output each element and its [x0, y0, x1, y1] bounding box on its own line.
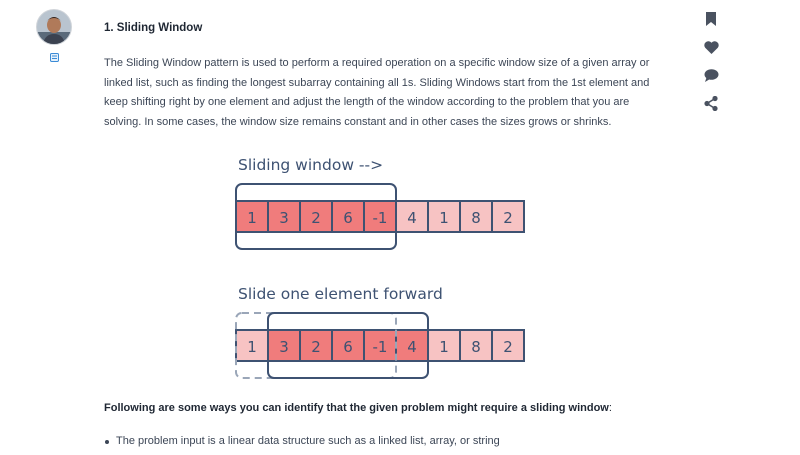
like-button[interactable] [700, 36, 722, 58]
identify-list [104, 435, 500, 447]
bookmark-button[interactable] [700, 8, 722, 30]
sliding-window-figure [228, 150, 538, 390]
array-shifted-value: 2 [503, 338, 513, 356]
identify-heading-colon: : [608, 402, 612, 414]
share-icon [704, 96, 718, 111]
array-shifted-value: 4 [407, 338, 417, 356]
comment-button[interactable] [700, 64, 722, 86]
array-shifted-value: 2 [311, 338, 321, 356]
intro-paragraph: The Sliding Window pattern is used to perform a required operation on a specific window size of a given array or linked list, such as finding the longest subarray containing all 1s. Sliding Windows start from the 1st element and keep shifting right by one element and adjust the length of the window according to the problem that you are solving. In some cases, the window size remains constant and in other cases the sizes grows or shrinks. [104, 57, 650, 128]
author-avatar[interactable] [36, 9, 72, 45]
array-initial-value: -1 [372, 209, 388, 227]
array-shifted-value: 3 [279, 338, 289, 356]
identify-heading [104, 402, 612, 414]
array-initial-value: 8 [471, 209, 481, 227]
array-shifted-value: 1 [247, 338, 257, 356]
caption-slide-forward: Slide one element forward [238, 285, 443, 303]
array-initial-value: 2 [311, 209, 321, 227]
bookmark-icon [705, 12, 717, 26]
author-badge-icon [50, 53, 59, 62]
share-button[interactable] [700, 92, 722, 114]
heart-icon [704, 41, 719, 54]
list-item: The problem input is a linear data structure such as a linked list, array, or string [104, 435, 500, 447]
array-initial-value: 1 [439, 209, 449, 227]
array-initial-value: 1 [247, 209, 257, 227]
array-initial-value: 4 [407, 209, 417, 227]
sliding-window-diagram [228, 150, 538, 390]
avatar-image [37, 10, 71, 44]
array-shifted-value: -1 [372, 338, 388, 356]
caption-sliding-window: Sliding window --> [238, 156, 384, 174]
array-shifted-value: 8 [471, 338, 481, 356]
array-shifted-value: 6 [343, 338, 353, 356]
array-row-initial [236, 184, 524, 249]
array-row-shifted [236, 313, 524, 378]
array-initial-value: 2 [503, 209, 513, 227]
array-initial-value: 3 [279, 209, 289, 227]
identify-heading-bold: Following are some ways you can identify that the given problem might require a sliding window [104, 402, 609, 414]
array-shifted-value: 1 [439, 338, 449, 356]
comment-icon [704, 69, 719, 82]
section-title: 1. Sliding Window [104, 22, 203, 34]
action-rail [700, 8, 722, 120]
array-initial-value: 6 [343, 209, 353, 227]
